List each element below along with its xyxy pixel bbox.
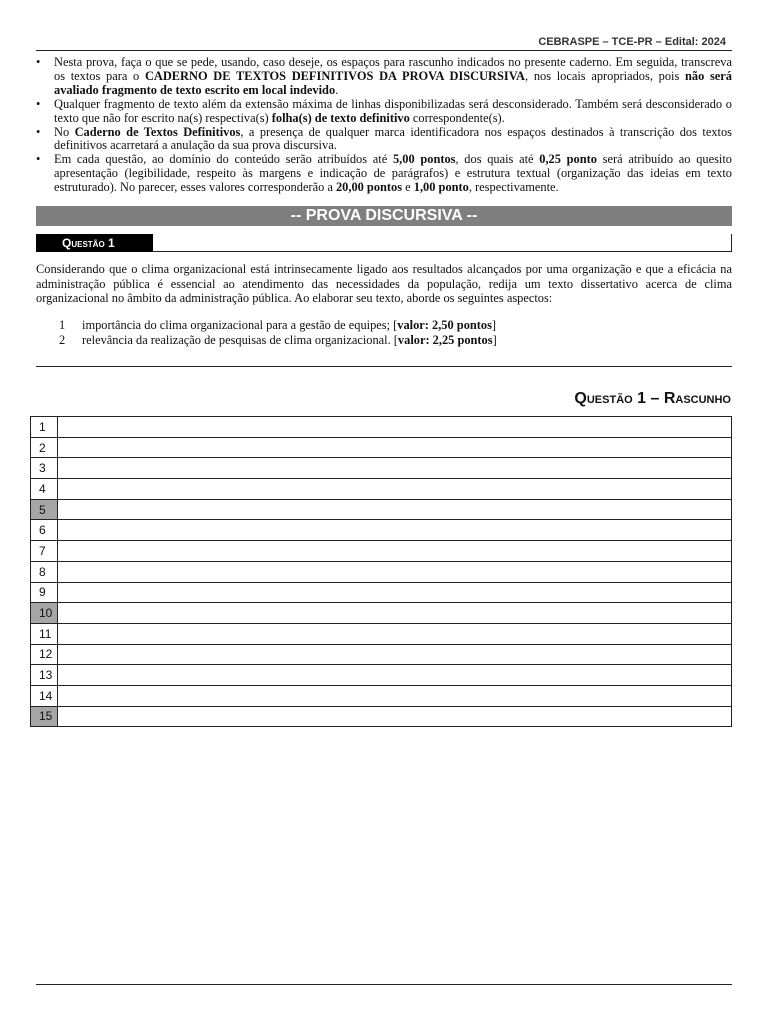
line-number: 13 bbox=[31, 665, 58, 686]
aspect-number: 2 bbox=[59, 333, 66, 348]
instruction-text: , a presença de qualquer marca identificadora nos espaços destinados à transcrição dos textos definitivos acarretará a anulação da sua prova discursiva. bbox=[54, 124, 732, 153]
aspect-item bbox=[36, 333, 732, 348]
writing-space[interactable] bbox=[58, 644, 732, 665]
writing-space[interactable] bbox=[58, 706, 732, 727]
line-number: 1 bbox=[31, 417, 58, 438]
instruction-bold-text: 20,00 pontos bbox=[335, 180, 403, 195]
instruction-text: , respectivamente. bbox=[468, 180, 559, 195]
writing-space[interactable] bbox=[58, 582, 732, 603]
writing-space[interactable] bbox=[58, 561, 732, 582]
line-number: 6 bbox=[31, 520, 58, 541]
writing-space[interactable] bbox=[58, 541, 732, 562]
instruction-bold-text: 0,25 ponto bbox=[539, 152, 597, 167]
aspect-text: importância do clima organizacional para a gestão de equipes; [ bbox=[82, 318, 398, 332]
instruction-bold-text: 1,00 ponto bbox=[413, 180, 469, 195]
instruction-bold-text: não será avaliado fragmento de texto escrito em local indevido bbox=[54, 68, 732, 97]
rascunho-line bbox=[31, 458, 732, 479]
writing-space[interactable] bbox=[58, 623, 732, 644]
rascunho-line bbox=[31, 417, 732, 438]
instruction-bold-text: 5,00 pontos bbox=[392, 152, 456, 167]
instruction-text: No bbox=[54, 124, 75, 139]
line-number: 3 bbox=[31, 458, 58, 479]
footer-divider bbox=[36, 984, 732, 985]
line-number: 2 bbox=[31, 437, 58, 458]
aspect-item bbox=[36, 318, 732, 333]
aspect-close: ] bbox=[491, 318, 497, 332]
rascunho-line bbox=[31, 623, 732, 644]
instruction-text: , nos locais apropriados, pois bbox=[525, 68, 685, 83]
instruction-text: Em cada questão, ao domínio do conteúdo serão atribuídos até bbox=[54, 152, 393, 167]
instruction-text: Nesta prova, faça o que se pede, usando, caso deseje, os espaços para rascunho indicados no presente caderno. Em seguida, transcreva os textos para o bbox=[54, 55, 732, 83]
line-number: 5 bbox=[31, 499, 58, 520]
aspect-value: valor: 2,25 pontos bbox=[397, 333, 493, 348]
instruction-text: será atribuído ao quesito apresentação (legibilidade, respeito às margens e indicação de parágrafos) e estrutura textual (organização das ideias em texto estruturado). No parecer, esses valores corresponderão a bbox=[54, 152, 732, 195]
instruction-item bbox=[36, 153, 732, 195]
instruction-bold-text: Caderno de Textos Definitivos bbox=[74, 124, 241, 139]
header-text: CEBRASPE – TCE-PR – Edital: 2024 bbox=[538, 36, 726, 48]
rascunho-line bbox=[31, 520, 732, 541]
writing-space[interactable] bbox=[58, 685, 732, 706]
line-number: 7 bbox=[31, 541, 58, 562]
line-number: 11 bbox=[31, 623, 58, 644]
page-header bbox=[36, 36, 732, 51]
line-number: 15 bbox=[31, 706, 58, 727]
instruction-item bbox=[36, 56, 732, 98]
writing-space[interactable] bbox=[58, 458, 732, 479]
instruction-text: e bbox=[402, 180, 414, 195]
line-number: 8 bbox=[31, 561, 58, 582]
question-text: Considerando que o clima organizacional está intrinsecamente ligado aos resultados alcançados por uma organização e que a eficácia na administração pública é essencial ao atendimento das necessidades da população, redija um texto dissertativo acerca de clima organizacional no âmbito da administração pública. Ao elaborar seu texto, aborde os seguintes aspectos: bbox=[36, 262, 732, 306]
aspect-text: relevância da realização de pesquisas de clima organizacional. [ bbox=[82, 333, 398, 348]
rascunho-table bbox=[30, 416, 732, 727]
rascunho-line bbox=[31, 541, 732, 562]
writing-space[interactable] bbox=[58, 665, 732, 686]
writing-space[interactable] bbox=[58, 603, 732, 624]
instructions-list bbox=[36, 56, 732, 195]
rascunho-line bbox=[31, 582, 732, 603]
writing-space[interactable] bbox=[58, 520, 732, 541]
line-number: 4 bbox=[31, 479, 58, 500]
writing-space[interactable] bbox=[58, 417, 732, 438]
rascunho-line bbox=[31, 561, 732, 582]
rascunho-line bbox=[31, 603, 732, 624]
instruction-text: Qualquer fragmento de texto além da extensão máxima de linhas disponibilizadas será desconsiderado. Também será desconsiderado o texto que não for escrito na(s) respectiva(s) bbox=[54, 96, 732, 125]
line-number: 12 bbox=[31, 644, 58, 665]
instruction-text: , dos quais até bbox=[455, 152, 540, 167]
rascunho-line bbox=[31, 479, 732, 500]
instruction-bold-text: CADERNO DE TEXTOS DEFINITIVOS DA PROVA DISCURSIVA bbox=[144, 68, 526, 83]
writing-space[interactable] bbox=[58, 437, 732, 458]
question-header bbox=[36, 234, 732, 252]
line-number: 10 bbox=[31, 603, 58, 624]
rascunho-line bbox=[31, 499, 732, 520]
rascunho-line bbox=[31, 665, 732, 686]
instruction-text: correspondente(s). bbox=[409, 110, 505, 125]
rascunho-line bbox=[31, 706, 732, 727]
divider bbox=[36, 366, 732, 367]
writing-space[interactable] bbox=[58, 499, 732, 520]
rascunho-title: Questão 1 – Rascunho bbox=[574, 390, 731, 407]
rascunho-line bbox=[31, 437, 732, 458]
aspects-list bbox=[36, 318, 732, 348]
instruction-item bbox=[36, 98, 732, 126]
question-label: Questão 1 bbox=[36, 234, 153, 252]
instruction-text: . bbox=[335, 82, 339, 97]
aspect-close: ] bbox=[492, 333, 497, 348]
line-number: 14 bbox=[31, 685, 58, 706]
line-number: 9 bbox=[31, 582, 58, 603]
rascunho-line bbox=[31, 644, 732, 665]
writing-space[interactable] bbox=[58, 479, 732, 500]
aspect-value: valor: 2,50 pontos bbox=[397, 318, 492, 332]
instruction-bold-text: folha(s) de texto definitivo bbox=[271, 110, 410, 125]
rascunho-line bbox=[31, 685, 732, 706]
section-banner: -- PROVA DISCURSIVA -- bbox=[36, 206, 732, 226]
instruction-item bbox=[36, 126, 732, 154]
aspect-number: 1 bbox=[59, 318, 66, 332]
